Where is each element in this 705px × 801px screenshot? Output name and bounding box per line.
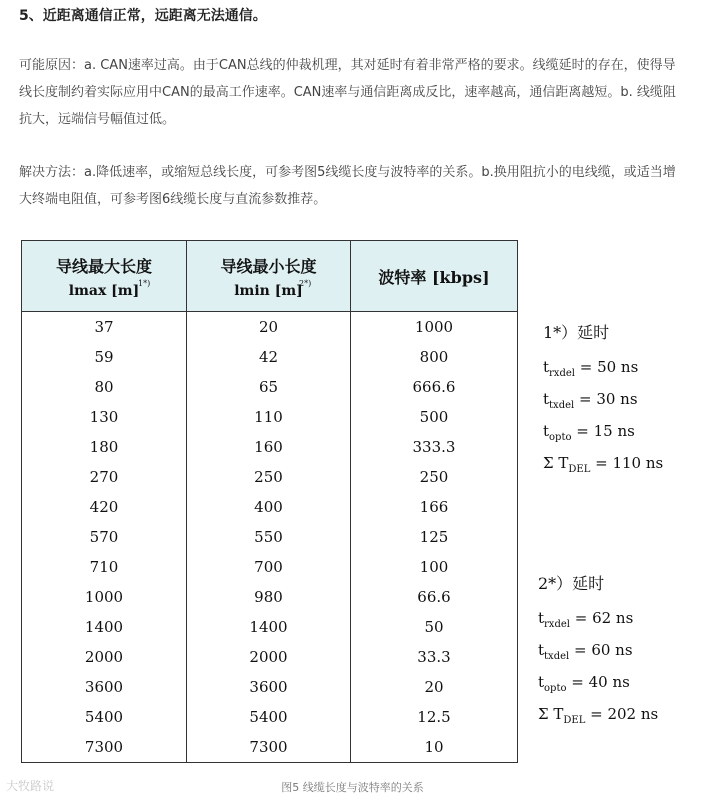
table-row <box>22 342 518 372</box>
table-row <box>22 672 518 702</box>
cell-lmin: 42 <box>187 342 351 372</box>
cause-paragraph: 可能原因：a. CAN速率过高。由于CAN总线的仲裁机理，其对延时有着非常严格的要求。线缆延时的存在，使得导线长度制约着实际应用中CAN的最高工作速率。CAN速率与通信距离成反比，速率越高，通信距离越短。b. 线缆阻抗大，远端信号幅值过低。 <box>19 58 676 127</box>
cell-baudrate: 500 <box>351 402 518 432</box>
cell-lmin: 110 <box>187 402 351 432</box>
table-header-row <box>22 241 518 312</box>
header-baudrate: 波特率 [kbps] <box>351 241 518 312</box>
cell-lmin: 2000 <box>187 642 351 672</box>
table-row <box>22 702 518 732</box>
cell-baudrate: 800 <box>351 342 518 372</box>
cable-length-baudrate-table <box>21 240 517 770</box>
table-row <box>22 582 518 612</box>
delay-line: Σ $T_{DEL} = 202$ ns <box>538 705 659 726</box>
table-row <box>22 432 518 462</box>
delay-line: $t_{rxdel} = 50$ ns <box>543 358 639 379</box>
cell-lmax: 420 <box>22 492 187 522</box>
cell-lmax: 5400 <box>22 702 187 732</box>
delay-line: $t_{opto} = 40$ ns <box>538 673 630 694</box>
cell-baudrate: 33.3 <box>351 642 518 672</box>
table-row <box>22 612 518 642</box>
delay-note-1 <box>543 320 663 479</box>
cell-baudrate: 666.6 <box>351 372 518 402</box>
table-row <box>22 732 518 763</box>
delay-line: Σ $T_{DEL} = 110$ ns <box>543 454 664 475</box>
cell-lmax: 7300 <box>22 732 187 763</box>
table-row <box>22 522 518 552</box>
cell-lmax: 3600 <box>22 672 187 702</box>
footnote-marker: 2*) <box>299 279 312 288</box>
cell-lmax: 130 <box>22 402 187 432</box>
cell-lmin: 160 <box>187 432 351 462</box>
solution-paragraph: 解决方法：a.降低速率，或缩短总线长度，可参考图5线缆长度与波特率的关系。b.换用阻抗小的电线缆，或适当增大终端电阻值，可参考图6线缆长度与直流参数推荐。 <box>19 165 676 207</box>
table-row <box>22 402 518 432</box>
delay-line: $t_{txdel} = 60$ ns <box>538 641 633 662</box>
cell-lmin: 7300 <box>187 732 351 763</box>
cell-lmin: 700 <box>187 552 351 582</box>
cell-lmin: 20 <box>187 312 351 343</box>
cell-baudrate: 100 <box>351 552 518 582</box>
header-lmin: 导线最小长度 lmin [m] 2*) <box>187 241 351 312</box>
cell-lmin: 3600 <box>187 672 351 702</box>
cell-baudrate: 50 <box>351 612 518 642</box>
cell-baudrate: 250 <box>351 462 518 492</box>
cell-baudrate: 333.3 <box>351 432 518 462</box>
cell-lmax: 1400 <box>22 612 187 642</box>
delay-note-title: 2*）延时 <box>538 574 605 593</box>
cell-lmax: 270 <box>22 462 187 492</box>
cell-lmax: 37 <box>22 312 187 343</box>
cell-lmin: 1400 <box>187 612 351 642</box>
delay-note-2 <box>538 571 658 730</box>
table-row <box>22 552 518 582</box>
table-row <box>22 492 518 522</box>
cell-baudrate: 66.6 <box>351 582 518 612</box>
cell-baudrate: 10 <box>351 732 518 763</box>
table-row <box>22 642 518 672</box>
cell-lmin: 5400 <box>187 702 351 732</box>
delay-line: $t_{opto} = 15$ ns <box>543 422 635 443</box>
watermark-logo: 大牧路说 <box>6 779 55 793</box>
cell-baudrate: 166 <box>351 492 518 522</box>
cell-baudrate: 12.5 <box>351 702 518 732</box>
cell-lmin: 65 <box>187 372 351 402</box>
cell-lmin: 250 <box>187 462 351 492</box>
cell-baudrate: 125 <box>351 522 518 552</box>
cell-lmax: 59 <box>22 342 187 372</box>
section-heading: 5、近距离通信正常，远距离无法通信。 <box>19 8 267 24</box>
cell-lmax: 570 <box>22 522 187 552</box>
cell-lmax: 1000 <box>22 582 187 612</box>
header-lmax: 导线最大长度 lmax [m] 1*) <box>22 241 187 312</box>
cell-baudrate: 1000 <box>351 312 518 343</box>
table-row <box>22 462 518 492</box>
cell-lmin: 980 <box>187 582 351 612</box>
table-row <box>22 312 518 343</box>
footnote-marker: 1*) <box>138 279 151 288</box>
delay-line: $t_{rxdel} = 62$ ns <box>538 609 634 630</box>
cell-lmax: 80 <box>22 372 187 402</box>
delay-line: $t_{txdel} = 30$ ns <box>543 390 638 411</box>
delay-note-title: 1*）延时 <box>543 323 610 342</box>
cell-baudrate: 20 <box>351 672 518 702</box>
table-row <box>22 372 518 402</box>
cell-lmin: 400 <box>187 492 351 522</box>
cell-lmax: 180 <box>22 432 187 462</box>
cell-lmax: 710 <box>22 552 187 582</box>
cell-lmax: 2000 <box>22 642 187 672</box>
figure-caption: 图5 线缆长度与波特率的关系 <box>281 781 424 794</box>
cell-lmin: 550 <box>187 522 351 552</box>
